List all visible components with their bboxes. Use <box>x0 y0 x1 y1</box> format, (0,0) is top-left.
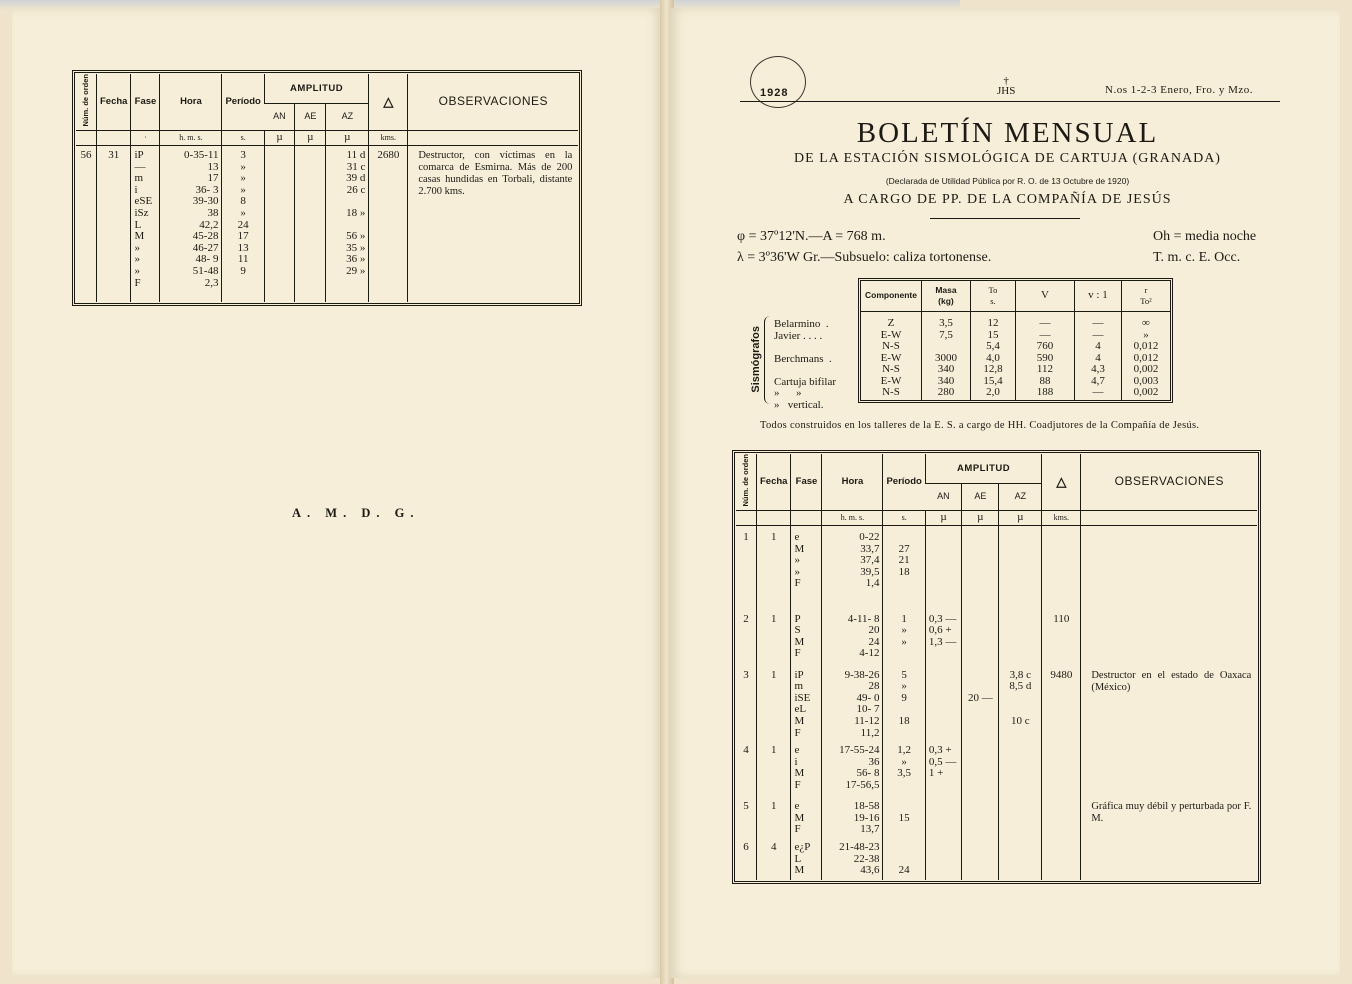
table-row <box>736 526 1257 608</box>
header-observaciones: OBSERVACIONES <box>408 74 579 131</box>
cell-hora: 9-38-26 28 49- 0 10- 7 11-12 11,2 <box>822 664 883 740</box>
cell-fecha: 1 <box>757 526 791 608</box>
right-seismic-table-frame <box>732 450 1261 884</box>
cell-delta <box>1042 526 1081 608</box>
header-fecha: Fecha <box>97 74 131 131</box>
cell-hora: 18-58 19-16 13,7 <box>822 795 883 836</box>
tmc-note: T. m. c. E. Occ. <box>1153 250 1241 265</box>
sismografos-label: Sismógrafos <box>750 326 762 393</box>
cell-obs: Gráfica muy débil y perturbada por F. M. <box>1081 795 1258 836</box>
header-rule <box>740 101 1280 102</box>
cell-an <box>925 795 962 836</box>
cell-az <box>999 526 1042 608</box>
cell-fase: P S M F <box>791 608 822 664</box>
cell-fase: e¿P L M <box>791 836 822 880</box>
instrument-table-frame <box>858 278 1173 403</box>
inst-to: 12 15 5,4 4,0 12,8 15,4 2,0 <box>970 312 1015 400</box>
cell-an <box>925 526 962 608</box>
cell-obs <box>1081 526 1258 608</box>
cell-obs: Destructor en el estado de Oaxaca (México) <box>1081 664 1258 740</box>
cell-az <box>999 836 1042 880</box>
unit-ae: µ <box>962 511 999 526</box>
inst-v: — — 760 590 112 88 188 <box>1015 312 1074 400</box>
header-num: Núm. de orden <box>736 454 757 511</box>
table-row <box>76 146 578 302</box>
table-row <box>736 795 1257 836</box>
cell-an <box>925 836 962 880</box>
cell-ae <box>962 836 999 880</box>
header-az: AZ <box>999 483 1042 510</box>
cell-fecha: 4 <box>757 836 791 880</box>
cell-observaciones: Destructor, con víctimas en la comarca de Esmirna. Más de 200 casas hundidas en Torbali, distante 2.700 kms. <box>408 146 579 302</box>
left-seismic-table-frame <box>72 70 582 306</box>
year-label: 1928 <box>760 87 789 99</box>
cell-ae <box>962 608 999 664</box>
inst-componente: Z E-W N-S E-W N-S E-W N-S <box>880 317 902 398</box>
cell-delta <box>1042 739 1081 795</box>
inst-r: ∞ » 0,012 0,012 0,002 0,003 0,002 <box>1121 312 1170 400</box>
cell-num: 2 <box>743 612 749 625</box>
header-ae: AE <box>295 103 326 130</box>
unit-delta: kms. <box>369 131 408 146</box>
right-seismic-table <box>736 454 1257 880</box>
bulletin-title: BOLETÍN MENSUAL <box>856 117 1159 149</box>
inst-v1: — — 4 4 4,3 4,7 — <box>1074 312 1121 400</box>
cell-periodo: 15 <box>883 795 925 836</box>
coord-phi: φ = 37º12'N.—A = 768 m. <box>737 229 886 244</box>
header-hora: Hora <box>822 454 883 511</box>
inst-header-to: To s. <box>970 281 1015 312</box>
header-amplitud: AMPLITUD <box>925 454 1042 483</box>
unit-periodo: s. <box>883 511 925 526</box>
cell-hora: 0-22 33,7 37,4 39,5 1,4 <box>822 526 883 608</box>
cell-an <box>925 664 962 740</box>
cell-periodo: 3 » » » 8 » 24 17 13 11 9 <box>222 146 264 302</box>
cell-hora: 17-55-24 36 56- 8 17-56,5 <box>822 739 883 795</box>
unit-hora: h. m. s. <box>822 511 883 526</box>
cell-delta <box>1042 795 1081 836</box>
amdg-motto: A. M. D. G. <box>292 506 420 520</box>
cargo-line: A CARGO DE PP. DE LA COMPAÑÍA DE JESÚS <box>843 192 1172 207</box>
cell-obs <box>1081 739 1258 795</box>
cell-hora: 4-11- 8 20 24 4-12 <box>822 608 883 664</box>
cell-obs <box>1081 608 1258 664</box>
cell-az <box>999 608 1042 664</box>
cell-num: 1 <box>743 531 749 544</box>
header-amplitud: AMPLITUD <box>264 74 369 103</box>
cell-ae <box>962 795 999 836</box>
inst-header-v1: v : 1 <box>1074 281 1121 312</box>
table-row <box>736 836 1257 880</box>
unit-az: µ <box>999 511 1042 526</box>
jhs-text: JHS <box>997 85 1016 97</box>
unit-num: · <box>131 131 160 146</box>
cell-num: 5 <box>743 800 749 813</box>
instrument-table <box>861 281 1170 400</box>
cell-ae <box>962 739 999 795</box>
table-row <box>736 739 1257 795</box>
cell-periodo: 1,2 » 3,5 <box>883 739 925 795</box>
header-hora: Hora <box>160 74 222 131</box>
header-periodo: Período <box>222 74 264 131</box>
inst-header-masa: Masa (kg) <box>921 281 970 312</box>
cell-hora: 21-48-23 22-38 43,6 <box>822 836 883 880</box>
header-periodo: Período <box>883 454 925 511</box>
header-ae: AE <box>962 483 999 510</box>
cell-az: 3,8 c 8,5 d 10 c <box>999 664 1042 740</box>
cell-fecha: 1 <box>757 795 791 836</box>
unit-ae: µ <box>295 131 326 146</box>
issue-number: N.os 1-2-3 Enero, Fro. y Mzo. <box>1105 84 1254 96</box>
header-delta: △ <box>369 74 408 131</box>
cell-delta: 2680 <box>369 146 408 302</box>
cell-ae <box>295 146 326 302</box>
coord-lambda: λ = 3º36'W Gr.—Subsuelo: caliza tortonense. <box>737 250 992 265</box>
jhs-monogram <box>997 76 1015 96</box>
unit-an: µ <box>925 511 962 526</box>
cell-delta: 110 <box>1042 608 1081 664</box>
left-seismic-table <box>76 74 578 302</box>
cell-fase: iP — m i eSE iSz L M » » » F <box>131 146 160 302</box>
cell-fecha: 1 <box>757 739 791 795</box>
cell-fase: e i M F <box>791 739 822 795</box>
cell-az <box>999 795 1042 836</box>
cell-fecha: 1 <box>757 664 791 740</box>
header-an: AN <box>925 483 962 510</box>
cell-fase: e M F <box>791 795 822 836</box>
bulletin-subtitle: DE LA ESTACIÓN SISMOLÓGICA DE CARTUJA (GRANADA) <box>794 151 1221 166</box>
cell-periodo: 1 » » <box>883 608 925 664</box>
cell-fecha: 1 <box>757 608 791 664</box>
instrument-names: Belarmino . Javier . . . . Berchmans . Cartuja bifilar » » » vertical. <box>774 318 837 411</box>
cell-an: 0,3 + 0,5 — 1 + <box>925 739 962 795</box>
cell-an <box>264 146 295 302</box>
cell-hora: 0-35-11 13 17 36- 3 39-30 38 42,2 45-28 46-27 48- 9 51-48 2,3 <box>160 146 222 302</box>
header-fase: Fase <box>791 454 822 511</box>
header-fase: Fase <box>131 74 160 131</box>
cell-periodo: 27 21 18 <box>883 526 925 608</box>
short-rule <box>930 218 1080 219</box>
cross-icon: † <box>1003 75 1009 87</box>
cell-periodo: 24 <box>883 836 925 880</box>
unit-periodo: s. <box>222 131 264 146</box>
instrument-row <box>861 312 1170 400</box>
cell-fase: iP m iSE eL M F <box>791 664 822 740</box>
cell-az: 11 d 31 c 39 d 26 c 18 » 56 » 35 » 36 » 29 » <box>326 146 369 302</box>
header-fecha: Fecha <box>757 454 791 511</box>
unit-an: µ <box>264 131 295 146</box>
cell-az <box>999 739 1042 795</box>
cell-num: 56 <box>80 149 92 162</box>
cell-fase: e M » » F <box>791 526 822 608</box>
header-az: AZ <box>326 103 369 130</box>
cell-delta: 9480 <box>1042 664 1081 740</box>
cell-num: 6 <box>743 840 749 853</box>
cell-num: 4 <box>743 744 749 757</box>
table-row <box>736 664 1257 740</box>
left-page <box>12 8 662 978</box>
units-row <box>736 511 1257 526</box>
units-row <box>76 131 578 146</box>
declared-note: (Declarada de Utilidad Pública por R. O. de 13 Octubre de 1920) <box>885 176 1130 186</box>
cell-obs <box>1081 836 1258 880</box>
cell-an: 0,3 — 0,6 + 1,3 — <box>925 608 962 664</box>
inst-header-r: r To² <box>1121 281 1170 312</box>
cell-delta <box>1042 836 1081 880</box>
unit-delta: kms. <box>1042 511 1081 526</box>
header-delta: △ <box>1042 454 1081 511</box>
header-observaciones: OBSERVACIONES <box>1081 454 1258 511</box>
header-num: Núm. de orden <box>76 74 97 131</box>
cell-periodo: 5 » 9 18 <box>883 664 925 740</box>
inst-masa: 3,5 7,5 3000 340 340 280 <box>921 312 970 400</box>
cell-ae: 20 — <box>962 664 999 740</box>
construction-note: Todos construidos en los talleres de la E. S. a cargo de HH. Coadjutores de la Compañía de Jesús. <box>760 420 1200 431</box>
unit-az: µ <box>326 131 369 146</box>
cell-num: 3 <box>743 668 749 681</box>
oh-note: Oh = media noche <box>1153 229 1257 244</box>
cell-fecha: 31 <box>97 146 131 302</box>
brace <box>764 316 771 404</box>
inst-header-componente: Componente <box>861 281 921 312</box>
table-row <box>736 608 1257 664</box>
header-an: AN <box>264 103 295 130</box>
unit-hora: h. m. s. <box>160 131 222 146</box>
inst-header-v: V <box>1015 281 1074 312</box>
cell-ae <box>962 526 999 608</box>
